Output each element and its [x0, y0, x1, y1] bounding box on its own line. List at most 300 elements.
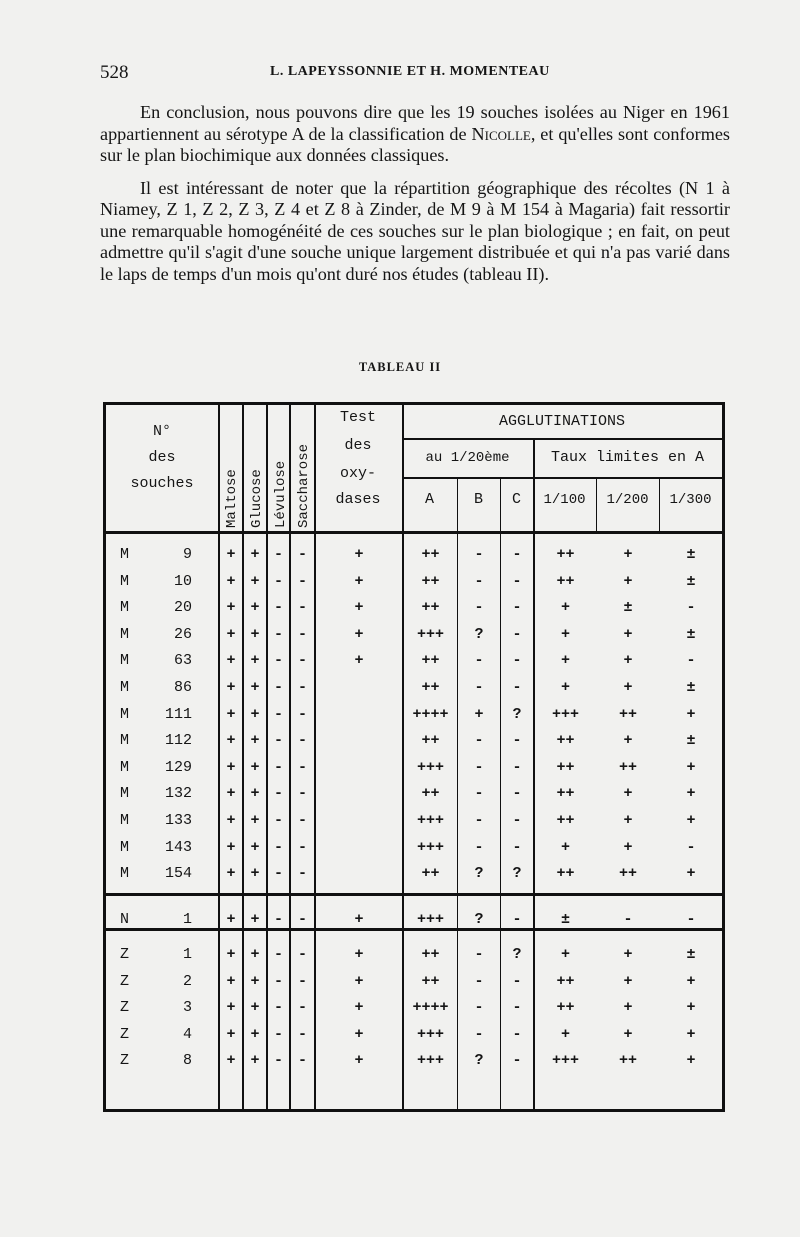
- result-cell: +: [226, 865, 236, 883]
- result-cell: -: [297, 972, 307, 990]
- result-cell: +: [226, 625, 236, 643]
- table-row: [106, 969, 722, 995]
- result-cell: +: [354, 652, 364, 670]
- result-cell: +: [226, 679, 236, 696]
- result-cell: +: [686, 865, 696, 883]
- strain-letter: M: [120, 838, 130, 856]
- strain-number: 132: [164, 785, 192, 803]
- result-cell: +: [250, 679, 260, 696]
- header-strain-des: des: [148, 449, 176, 466]
- result-cell: [316, 808, 402, 834]
- result-cell: +: [623, 1025, 633, 1043]
- result-cell: +: [623, 999, 633, 1017]
- result-cell: ++: [556, 812, 575, 829]
- result-cell: -: [273, 679, 283, 696]
- result-cell: ±: [623, 599, 633, 617]
- result-cell: ?: [474, 625, 484, 643]
- result-cell: +: [354, 911, 364, 928]
- result-cell: +: [686, 1025, 696, 1043]
- result-cell: [316, 861, 402, 887]
- strain-letter: M: [120, 785, 130, 803]
- result-cell: +: [250, 625, 260, 643]
- result-cell: +: [250, 732, 260, 750]
- result-cell: -: [512, 785, 522, 803]
- result-cell: -: [273, 865, 283, 883]
- result-cell: -: [273, 652, 283, 670]
- result-cell: -: [273, 546, 283, 563]
- result-cell: +: [226, 1052, 236, 1070]
- strain-letter: Z: [120, 999, 130, 1017]
- result-cell: -: [474, 838, 484, 856]
- strain-letter: Z: [120, 972, 130, 990]
- strain-number: 26: [173, 625, 192, 643]
- result-cell: -: [297, 838, 307, 856]
- result-cell: +++: [416, 758, 444, 776]
- result-cell: -: [297, 625, 307, 643]
- result-cell: +: [560, 625, 570, 643]
- result-cell: ?: [474, 1052, 484, 1070]
- result-cell: +: [623, 625, 633, 643]
- header-sub-b: B: [473, 491, 483, 508]
- strain-letter: M: [120, 758, 130, 776]
- result-cell: [316, 755, 402, 781]
- result-cell: -: [474, 599, 484, 617]
- result-cell: -: [273, 732, 283, 750]
- result-cell: ++: [421, 599, 440, 617]
- result-cell: ?: [512, 865, 522, 883]
- result-cell: +: [226, 572, 236, 590]
- result-cell: +: [623, 838, 633, 856]
- result-cell: +: [354, 599, 364, 617]
- result-cell: +++: [551, 1052, 579, 1070]
- result-cell: -: [512, 572, 522, 590]
- result-cell: ±: [686, 679, 696, 696]
- table-row: [106, 995, 722, 1021]
- result-cell: ++: [421, 679, 440, 696]
- result-cell: +: [250, 572, 260, 590]
- result-cell: +++: [416, 1052, 444, 1070]
- result-cell: ++: [421, 865, 440, 883]
- result-cell: +: [354, 999, 364, 1017]
- result-cell: -: [474, 652, 484, 670]
- vrule-1-100: [596, 479, 597, 531]
- strain-letter: N: [120, 911, 130, 928]
- strain-number: 111: [164, 705, 192, 723]
- result-cell: +: [623, 785, 633, 803]
- result-cell: +: [560, 599, 570, 617]
- result-cell: ++: [556, 572, 575, 590]
- strain-number: 86: [173, 679, 192, 696]
- result-cell: +: [686, 785, 696, 803]
- data-table: [103, 402, 725, 1112]
- result-cell: +: [560, 679, 570, 696]
- result-cell: [316, 702, 402, 728]
- result-cell: +: [686, 1052, 696, 1070]
- result-cell: ++: [556, 546, 575, 563]
- result-cell: ++: [618, 1052, 637, 1070]
- result-cell: ++: [556, 758, 575, 776]
- table-row: [106, 702, 722, 728]
- result-cell: -: [474, 679, 484, 696]
- result-cell: -: [474, 572, 484, 590]
- strain-letter: M: [120, 652, 130, 670]
- strain-letter: M: [120, 546, 130, 563]
- table-row: [106, 728, 722, 754]
- result-cell: +: [226, 812, 236, 829]
- strain-letter: Z: [120, 946, 130, 963]
- result-cell: -: [297, 572, 307, 590]
- result-cell: +++: [416, 911, 444, 928]
- result-cell: ++: [421, 785, 440, 803]
- result-cell: +: [250, 911, 260, 928]
- result-cell: -: [512, 625, 522, 643]
- result-cell: -: [297, 999, 307, 1017]
- result-cell: -: [297, 758, 307, 776]
- table-row: [106, 595, 722, 621]
- result-cell: ++: [421, 732, 440, 750]
- header-agglutinations: AGGLUTINATIONS: [498, 413, 626, 430]
- result-cell: ++: [421, 652, 440, 670]
- result-cell: -: [297, 652, 307, 670]
- header-oxidase-oxy: oxy-: [339, 465, 376, 482]
- result-cell: -: [273, 625, 283, 643]
- result-cell: +: [560, 838, 570, 856]
- strain-letter: M: [120, 865, 130, 883]
- strain-number: 154: [164, 865, 192, 883]
- result-cell: -: [297, 1052, 307, 1070]
- result-cell: +: [250, 758, 260, 776]
- header-sub-a: A: [424, 491, 434, 508]
- result-cell: ++: [556, 865, 575, 883]
- rule-subheaders: [402, 477, 722, 479]
- result-cell: -: [273, 1052, 283, 1070]
- strain-letter: M: [120, 705, 130, 723]
- header-oxidase-dases: dases: [335, 491, 381, 508]
- result-cell: ++: [421, 546, 440, 563]
- result-cell: -: [273, 838, 283, 856]
- table-row: [106, 907, 722, 933]
- result-cell: -: [686, 838, 696, 856]
- result-cell: ++: [556, 732, 575, 750]
- table-row: [106, 755, 722, 781]
- result-cell: -: [623, 911, 633, 928]
- header-sub-1-100: 1/100: [543, 492, 586, 508]
- result-cell: +: [250, 1052, 260, 1070]
- strain-number: 9: [182, 546, 192, 563]
- result-cell: +: [250, 946, 260, 963]
- table-row: [106, 835, 722, 861]
- strain-letter: Z: [120, 1052, 130, 1070]
- running-head: [100, 62, 720, 86]
- header-maltose: Maltose: [224, 469, 240, 528]
- result-cell: +: [226, 705, 236, 723]
- result-cell: -: [474, 1025, 484, 1043]
- strain-number: 1: [182, 911, 192, 928]
- result-cell: ++: [618, 758, 637, 776]
- result-cell: ?: [512, 946, 522, 963]
- strain-letter: M: [120, 812, 130, 829]
- result-cell: +: [623, 546, 633, 563]
- result-cell: +: [226, 838, 236, 856]
- result-cell: -: [686, 911, 696, 928]
- table-row: [106, 542, 722, 568]
- result-cell: -: [297, 546, 307, 563]
- result-cell: -: [512, 999, 522, 1017]
- result-cell: +++: [416, 812, 444, 829]
- result-cell: +: [226, 758, 236, 776]
- result-cell: +: [354, 972, 364, 990]
- table-caption: TABLEAU II: [358, 360, 442, 374]
- result-cell: +: [560, 652, 570, 670]
- result-cell: ±: [686, 732, 696, 750]
- result-cell: +: [686, 812, 696, 829]
- result-cell: ++: [618, 865, 637, 883]
- result-cell: -: [474, 758, 484, 776]
- strain-number: 133: [164, 812, 192, 829]
- header-sub-1-300: 1/300: [669, 492, 712, 508]
- result-cell: +: [354, 1025, 364, 1043]
- result-cell: -: [297, 911, 307, 928]
- result-cell: ++: [421, 972, 440, 990]
- result-cell: -: [273, 946, 283, 963]
- result-cell: -: [273, 599, 283, 617]
- result-cell: +++: [416, 625, 444, 643]
- result-cell: -: [686, 599, 696, 617]
- result-cell: ++: [556, 999, 575, 1017]
- strain-number: 20: [173, 599, 192, 617]
- result-cell: -: [512, 732, 522, 750]
- result-cell: +: [686, 705, 696, 723]
- result-cell: -: [297, 946, 307, 963]
- header-sub-1-200: 1/200: [606, 492, 649, 508]
- result-cell: ++: [556, 785, 575, 803]
- result-cell: -: [273, 812, 283, 829]
- result-cell: ++: [556, 972, 575, 990]
- table-row: [106, 861, 722, 887]
- result-cell: +: [226, 972, 236, 990]
- table-row: [106, 1048, 722, 1074]
- result-cell: +: [250, 865, 260, 883]
- strain-number: 4: [182, 1025, 192, 1043]
- body-text: [100, 102, 730, 296]
- result-cell: +: [354, 1052, 364, 1070]
- result-cell: [316, 728, 402, 754]
- result-cell: -: [297, 785, 307, 803]
- author-name-nicolle: Nicolle: [471, 123, 531, 144]
- result-cell: -: [474, 999, 484, 1017]
- result-cell: -: [273, 572, 283, 590]
- header-taux-limites: Taux limites en A: [550, 449, 705, 466]
- result-cell: ±: [686, 625, 696, 643]
- result-cell: +: [623, 946, 633, 963]
- result-cell: -: [512, 838, 522, 856]
- paragraph-1-text-a: En conclusion, nous pouvons dire que les 19 souches isolées au Niger en 1961 appartiennent au sérotype A de la classification de: [100, 102, 730, 144]
- result-cell: -: [273, 1025, 283, 1043]
- result-cell: ±: [560, 911, 570, 928]
- result-cell: +++: [416, 1025, 444, 1043]
- result-cell: ++++: [412, 705, 449, 723]
- result-cell: [316, 675, 402, 701]
- result-cell: -: [512, 1025, 522, 1043]
- table-row: [106, 622, 722, 648]
- result-cell: ?: [474, 911, 484, 928]
- result-cell: +: [250, 785, 260, 803]
- result-cell: -: [474, 546, 484, 563]
- table-row: [106, 1022, 722, 1048]
- result-cell: +: [250, 1025, 260, 1043]
- result-cell: +: [354, 625, 364, 643]
- strain-number: 129: [164, 758, 192, 776]
- result-cell: -: [474, 946, 484, 963]
- strain-number: 1: [182, 946, 192, 963]
- result-cell: ++: [421, 572, 440, 590]
- result-cell: ++: [421, 946, 440, 963]
- result-cell: +: [226, 652, 236, 670]
- header-levulose: Lévulose: [273, 460, 289, 528]
- result-cell: +: [623, 679, 633, 696]
- header-strain-souches: souches: [130, 475, 194, 492]
- result-cell: -: [512, 758, 522, 776]
- result-cell: +: [354, 946, 364, 963]
- result-cell: -: [474, 785, 484, 803]
- result-cell: ?: [474, 865, 484, 883]
- result-cell: ±: [686, 572, 696, 590]
- result-cell: +: [226, 785, 236, 803]
- result-cell: [316, 835, 402, 861]
- result-cell: -: [297, 679, 307, 696]
- result-cell: -: [512, 911, 522, 928]
- result-cell: +: [560, 946, 570, 963]
- result-cell: +: [560, 1025, 570, 1043]
- result-cell: +: [623, 652, 633, 670]
- result-cell: +: [226, 732, 236, 750]
- result-cell: -: [512, 1052, 522, 1070]
- result-cell: +: [354, 546, 364, 563]
- strain-number: 63: [173, 652, 192, 670]
- result-cell: ±: [686, 946, 696, 963]
- result-cell: +: [226, 546, 236, 563]
- result-cell: -: [297, 732, 307, 750]
- paragraph-1-text-b: , et qu'elles sont conformes sur le plan biochimique aux données classiques.: [100, 123, 730, 165]
- result-cell: -: [474, 812, 484, 829]
- strain-number: 3: [182, 999, 192, 1017]
- result-cell: +: [623, 572, 633, 590]
- strain-letter: M: [120, 732, 130, 750]
- result-cell: -: [474, 972, 484, 990]
- result-cell: ++: [618, 705, 637, 723]
- paragraph-2-text: Il est intéressant de noter que la répartition géographique des récoltes (N 1 à Niamey, Z 1, Z 2, Z 3, Z 4 et Z 8 à Zinder, de M 9 à M 154 à Magaria) fait ressortir une remarquable homogénéité de ces souches sur le plan biologique ; en fait, on peut admettre qu'il s'agit d'une souche unique largement distribuée et qui n'a pas varié dans le laps de temps d'un mois qu'ont duré nos études (tableau II).: [100, 177, 730, 284]
- result-cell: +: [250, 972, 260, 990]
- strain-number: 143: [164, 838, 192, 856]
- result-cell: -: [474, 732, 484, 750]
- rule-header-bottom: [106, 531, 722, 534]
- table-row: [106, 569, 722, 595]
- result-cell: -: [512, 599, 522, 617]
- strain-letter: M: [120, 625, 130, 643]
- result-cell: +: [250, 999, 260, 1017]
- result-cell: +: [686, 758, 696, 776]
- result-cell: +: [250, 599, 260, 617]
- result-cell: -: [273, 911, 283, 928]
- result-cell: -: [273, 705, 283, 723]
- result-cell: +: [226, 946, 236, 963]
- result-cell: -: [273, 972, 283, 990]
- result-cell: +: [226, 999, 236, 1017]
- result-cell: +: [623, 972, 633, 990]
- result-cell: +++: [416, 838, 444, 856]
- strain-number: 2: [182, 972, 192, 990]
- rule-group-m-bottom: [106, 893, 722, 896]
- result-cell: -: [512, 546, 522, 563]
- strain-number: 10: [173, 572, 192, 590]
- strain-letter: M: [120, 572, 130, 590]
- header-oxidase-des: des: [344, 437, 372, 454]
- result-cell: +: [623, 732, 633, 750]
- result-cell: -: [686, 652, 696, 670]
- result-cell: -: [512, 812, 522, 829]
- table-row: [106, 942, 722, 968]
- result-cell: -: [273, 785, 283, 803]
- result-cell: -: [273, 758, 283, 776]
- table-row: [106, 675, 722, 701]
- result-cell: +: [686, 972, 696, 990]
- header-glucose: Glucose: [249, 469, 265, 528]
- strain-number: 8: [182, 1052, 192, 1070]
- header-strain-no: N°: [152, 423, 171, 440]
- page-number: 528: [100, 62, 129, 83]
- result-cell: -: [273, 999, 283, 1017]
- table-row: [106, 648, 722, 674]
- running-head-authors: L. LAPEYSSONNIE ET H. MOMENTEAU: [270, 64, 550, 79]
- table-row: [106, 781, 722, 807]
- result-cell: +: [250, 838, 260, 856]
- result-cell: +: [623, 812, 633, 829]
- result-cell: +: [226, 1025, 236, 1043]
- result-cell: +: [250, 705, 260, 723]
- result-cell: -: [297, 599, 307, 617]
- result-cell: -: [297, 865, 307, 883]
- paragraph-1: [100, 102, 730, 167]
- strain-letter: M: [120, 679, 130, 696]
- result-cell: +: [226, 911, 236, 928]
- result-cell: [316, 781, 402, 807]
- result-cell: +: [354, 572, 364, 590]
- result-cell: -: [512, 679, 522, 696]
- result-cell: +: [250, 652, 260, 670]
- result-cell: -: [297, 705, 307, 723]
- header-au-1-20: au 1/20ème: [425, 450, 510, 466]
- result-cell: +: [250, 546, 260, 563]
- result-cell: -: [512, 652, 522, 670]
- result-cell: -: [512, 972, 522, 990]
- vrule-1-200: [659, 479, 660, 531]
- strain-number: 112: [164, 732, 192, 750]
- strain-letter: M: [120, 599, 130, 617]
- paragraph-2: [100, 178, 730, 286]
- result-cell: +: [250, 812, 260, 829]
- result-cell: +: [474, 705, 484, 723]
- result-cell: -: [297, 1025, 307, 1043]
- result-cell: +: [226, 599, 236, 617]
- result-cell: +++: [551, 705, 579, 723]
- result-cell: ±: [686, 546, 696, 563]
- result-cell: +: [686, 999, 696, 1017]
- header-oxidase-test: Test: [339, 409, 376, 426]
- result-cell: -: [297, 812, 307, 829]
- table-row: [106, 808, 722, 834]
- strain-letter: Z: [120, 1025, 130, 1043]
- header-sub-c: C: [511, 491, 521, 508]
